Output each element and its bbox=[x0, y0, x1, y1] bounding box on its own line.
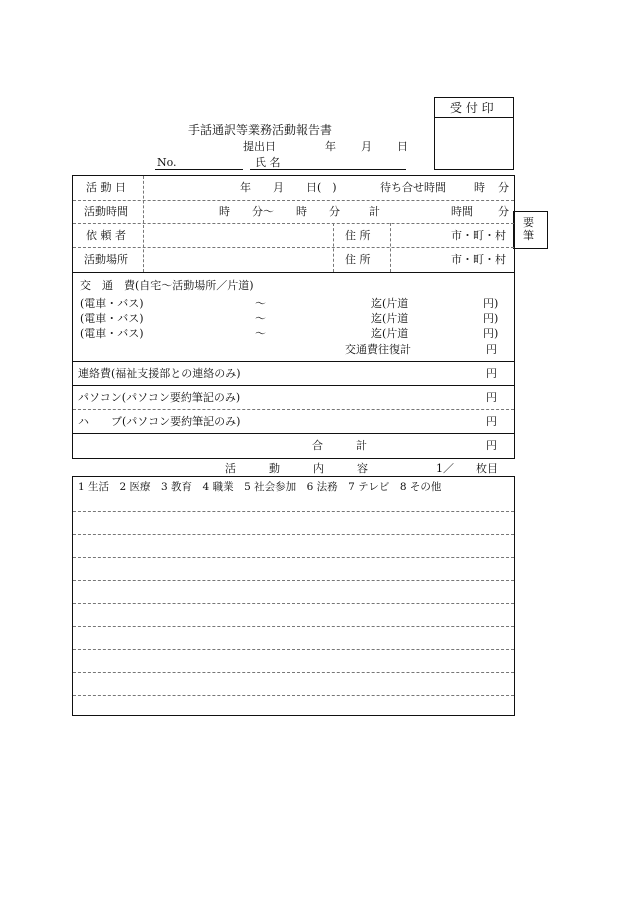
transport-yen: 円) bbox=[483, 297, 499, 310]
pc-fee-yen: 円 bbox=[486, 391, 497, 404]
transport-until: 迄(片道 bbox=[371, 312, 409, 325]
form-title: 手話通訳等業務活動報告書 bbox=[188, 123, 333, 137]
wait-hour-label: 時 bbox=[474, 181, 485, 194]
requester-address-label: 住 所 bbox=[345, 229, 371, 242]
submit-date-label: 提出日 bbox=[243, 140, 276, 153]
section-divider bbox=[73, 433, 514, 434]
transport-yen: 円) bbox=[483, 312, 499, 325]
stamp-divider bbox=[434, 117, 514, 118]
activity-time-range[interactable]: 時 分～ 時 分 bbox=[219, 205, 340, 218]
hub-fee-yen: 円 bbox=[486, 415, 497, 428]
activity-date-value[interactable]: 年 月 日( ) bbox=[240, 181, 337, 194]
name-field-line[interactable] bbox=[250, 169, 406, 170]
transport-mode: (電車・バス) bbox=[80, 327, 144, 340]
transport-roundtrip-label: 交通費往復計 bbox=[345, 343, 411, 356]
activity-place-label: 活動場所 bbox=[84, 253, 128, 266]
writing-line[interactable] bbox=[73, 603, 514, 604]
writing-line[interactable] bbox=[73, 580, 514, 581]
row-divider bbox=[73, 409, 514, 410]
section-divider bbox=[73, 361, 514, 362]
no-label: No. bbox=[157, 156, 177, 169]
transport-label: 交 通 費(自宅～活動場所／片道) bbox=[80, 279, 254, 292]
requester-label: 依 頼 者 bbox=[86, 229, 126, 242]
side-note-line1: 要 bbox=[523, 216, 534, 229]
transport-until: 迄(片道 bbox=[371, 327, 409, 340]
writing-line[interactable] bbox=[73, 534, 514, 535]
place-address-label: 住 所 bbox=[345, 253, 371, 266]
contact-fee-yen: 円 bbox=[486, 367, 497, 380]
contact-fee-label: 連絡費(福祉支援部との連絡のみ) bbox=[78, 367, 241, 380]
address-value-divider bbox=[390, 223, 391, 272]
activity-time-minutes-label: 分 bbox=[498, 205, 509, 218]
writing-line[interactable] bbox=[73, 695, 514, 696]
writing-line[interactable] bbox=[73, 626, 514, 627]
place-city-label: 市・町・村 bbox=[451, 253, 506, 266]
row-divider bbox=[73, 247, 514, 248]
activity-time-hours-label: 時間 bbox=[451, 205, 473, 218]
total-yen: 円 bbox=[486, 439, 497, 452]
writing-line[interactable] bbox=[73, 557, 514, 558]
content-heading: 活 動 内 容 bbox=[225, 462, 368, 475]
transport-roundtrip-yen: 円 bbox=[486, 343, 497, 356]
hub-fee-label: ハ ブ(パソコン要約筆記のみ) bbox=[78, 415, 241, 428]
transport-tilde: ～ bbox=[255, 297, 266, 310]
transport-tilde: ～ bbox=[255, 312, 266, 325]
section-divider bbox=[73, 385, 514, 386]
transport-mode: (電車・バス) bbox=[80, 312, 144, 325]
side-note-line2: 筆 bbox=[523, 229, 534, 242]
submit-year-label: 年 bbox=[325, 140, 336, 153]
page-suffix-label: 枚目 bbox=[476, 462, 498, 475]
transport-tilde: ～ bbox=[255, 327, 266, 340]
requester-city-label: 市・町・村 bbox=[451, 229, 506, 242]
row-divider bbox=[73, 200, 514, 201]
activity-time-label: 活動時間 bbox=[84, 205, 128, 218]
activity-time-total-label: 計 bbox=[369, 205, 380, 218]
submit-day-label: 日 bbox=[397, 140, 408, 153]
content-box bbox=[72, 476, 515, 716]
activity-date-label: 活 動 日 bbox=[86, 181, 126, 194]
wait-minute-label: 分 bbox=[498, 181, 509, 194]
wait-time-label: 待ち合せ時間 bbox=[380, 181, 446, 194]
writing-line[interactable] bbox=[73, 511, 514, 512]
stamp-label: 受 付 印 bbox=[450, 101, 494, 115]
submit-month-label: 月 bbox=[361, 140, 372, 153]
address-column-divider bbox=[333, 223, 334, 272]
label-column-divider bbox=[143, 176, 144, 272]
transport-mode: (電車・バス) bbox=[80, 297, 144, 310]
section-divider bbox=[73, 272, 514, 273]
page-of-label: 1／ bbox=[436, 462, 454, 475]
row-divider bbox=[73, 223, 514, 224]
name-label: 氏 名 bbox=[255, 156, 281, 169]
category-list: 1 生活 2 医療 3 教育 4 職業 5 社会参加 6 法務 7 テレビ 8 その他 bbox=[78, 481, 442, 493]
transport-yen: 円) bbox=[483, 327, 499, 340]
writing-line[interactable] bbox=[73, 649, 514, 650]
transport-until: 迄(片道 bbox=[371, 297, 409, 310]
pc-fee-label: パソコン(パソコン要約筆記のみ) bbox=[78, 391, 241, 404]
writing-line[interactable] bbox=[73, 672, 514, 673]
no-field-line[interactable] bbox=[155, 169, 243, 170]
total-label: 合 計 bbox=[312, 439, 367, 452]
